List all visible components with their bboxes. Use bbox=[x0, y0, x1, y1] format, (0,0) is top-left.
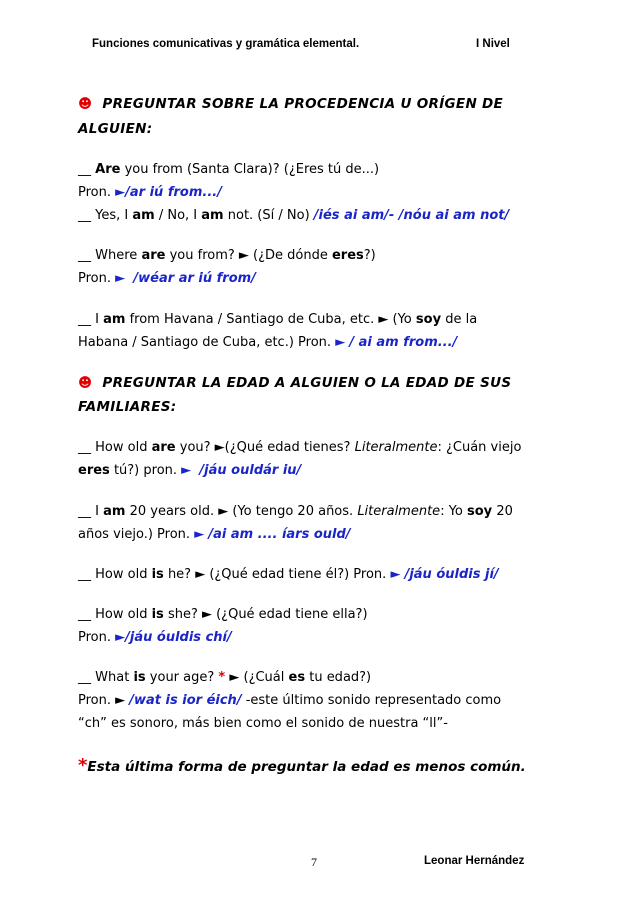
pron-label: Pron. bbox=[78, 185, 111, 200]
verb-soy: soy bbox=[467, 504, 493, 519]
arrow-icon: ► bbox=[181, 463, 192, 478]
line-text: you from (Santa Clara)? (¿Eres tú de...) bbox=[124, 162, 380, 177]
line-where-are-you-from bbox=[78, 248, 376, 263]
pronunciation: /jáu óuldis jí/ bbox=[404, 567, 499, 582]
line-pron-age bbox=[78, 693, 501, 708]
smiley-icon: ☻ bbox=[78, 375, 93, 391]
pron-label: Pron. bbox=[78, 630, 111, 645]
line-text: I bbox=[95, 504, 99, 519]
line-text: ► (¿Cuál bbox=[229, 670, 285, 685]
blank-line: __ bbox=[78, 670, 91, 685]
arrow-icon: ► bbox=[115, 185, 126, 200]
line-text: : ¿Cuán viejo bbox=[437, 440, 522, 455]
line-text: you from? ► (¿De dónde bbox=[169, 248, 328, 263]
line-are-you-from bbox=[78, 162, 379, 177]
blank-line: __ bbox=[78, 312, 91, 327]
line-pron-1 bbox=[78, 185, 222, 200]
verb-am: am bbox=[103, 312, 126, 327]
line-text: 20 bbox=[496, 504, 513, 519]
line-text: What bbox=[95, 670, 130, 685]
line-text: I bbox=[95, 312, 99, 327]
section-title-line1: PREGUNTAR LA EDAD A ALGUIEN O LA EDAD DE SUS bbox=[102, 375, 512, 391]
section-heading-age bbox=[78, 375, 511, 391]
header-title: Funciones comunicativas y gramática elemental. bbox=[92, 38, 360, 50]
pron-label: Pron. bbox=[78, 271, 111, 286]
verb-are: Are bbox=[95, 162, 121, 177]
line-eres-tu bbox=[78, 463, 301, 478]
pronunciation: /iés ai am/- /nóu ai am not/ bbox=[313, 208, 510, 223]
verb-is: is bbox=[151, 567, 164, 582]
line-text: How old bbox=[95, 567, 148, 582]
pron-label: Pron. ► bbox=[78, 693, 126, 708]
line-how-old-are-you bbox=[78, 440, 521, 455]
line-pron-2 bbox=[78, 271, 256, 286]
line-anos-viejo bbox=[78, 527, 351, 542]
verb-eres: eres bbox=[331, 248, 364, 263]
line-text: you? ►(¿Qué edad tienes? bbox=[179, 440, 351, 455]
line-text: he? ► (¿Qué edad tiene él?) Pron. bbox=[167, 567, 387, 582]
line-how-old-is-she bbox=[78, 607, 368, 622]
footnote-text: Esta última forma de preguntar la edad es menos común. bbox=[87, 759, 526, 775]
pronunciation: /wéar ar iú from/ bbox=[133, 271, 256, 286]
blank-line: __ bbox=[78, 567, 91, 582]
verb-eres: eres bbox=[78, 463, 110, 478]
line-ch-note: “ch” es sonoro, más bien como el sonido de nuestra “ll”- bbox=[78, 716, 448, 731]
line-habana bbox=[78, 335, 457, 350]
section-title-line1: PREGUNTAR SOBRE LA PROCEDENCIA U ORÍGEN DE bbox=[102, 96, 504, 112]
line-text: tu edad?) bbox=[309, 670, 372, 685]
verb-es: es bbox=[288, 670, 306, 685]
line-text: ?) bbox=[363, 248, 376, 263]
asterisk-icon: * bbox=[78, 755, 88, 776]
arrow-icon: ► bbox=[335, 335, 346, 350]
line-text: años viejo.) Pron. bbox=[78, 527, 191, 542]
arrow-icon: ► bbox=[194, 527, 205, 542]
verb-are: are bbox=[141, 248, 166, 263]
line-i-am-20 bbox=[78, 504, 513, 519]
pronunciation: /ar iú from.../ bbox=[125, 185, 222, 200]
section-title-line2: FAMILIARES: bbox=[78, 399, 177, 415]
verb-am: am bbox=[132, 208, 155, 223]
blank-line: __ bbox=[78, 162, 91, 177]
verb-is: is bbox=[151, 607, 164, 622]
verb-is: is bbox=[133, 670, 146, 685]
pronunciation: /wat is ior éich/ bbox=[129, 693, 242, 708]
line-text: tú?) pron. bbox=[113, 463, 178, 478]
verb-am: am bbox=[201, 208, 224, 223]
line-text: from Havana / Santiago de Cuba, etc. ► (Yo bbox=[129, 312, 412, 327]
smiley-icon: ☻ bbox=[78, 96, 93, 112]
line-text: not. (Sí / No) bbox=[227, 208, 310, 223]
line-text: Where bbox=[95, 248, 138, 263]
literalmente: Literalmente bbox=[357, 504, 441, 519]
author-name: Leonar Hernández bbox=[424, 855, 525, 867]
verb-am: am bbox=[103, 504, 126, 519]
asterisk-icon: * bbox=[218, 670, 226, 685]
blank-line: __ bbox=[78, 208, 91, 223]
arrow-icon: ► bbox=[390, 567, 401, 582]
line-pron-she bbox=[78, 630, 232, 645]
line-text: 20 years old. ► (Yo tengo 20 años. bbox=[129, 504, 354, 519]
line-yes-no bbox=[78, 208, 509, 223]
line-text: / No, I bbox=[158, 208, 198, 223]
section-heading-origin bbox=[78, 96, 503, 112]
blank-line: __ bbox=[78, 504, 91, 519]
blank-line: __ bbox=[78, 607, 91, 622]
line-how-old-is-he bbox=[78, 567, 499, 582]
blank-line: __ bbox=[78, 248, 91, 263]
blank-line: __ bbox=[78, 440, 91, 455]
arrow-icon: ► bbox=[115, 630, 126, 645]
line-text: How old bbox=[95, 607, 148, 622]
line-text: : Yo bbox=[440, 504, 463, 519]
footnote bbox=[78, 755, 526, 776]
pronunciation: / ai am from.../ bbox=[349, 335, 458, 350]
pronunciation: /jáu ouldár iu/ bbox=[199, 463, 302, 478]
line-text: Habana / Santiago de Cuba, etc.) Pron. bbox=[78, 335, 332, 350]
line-text: she? ► (¿Qué edad tiene ella?) bbox=[167, 607, 368, 622]
line-what-is-your-age bbox=[78, 670, 371, 685]
line-text: your age? bbox=[149, 670, 215, 685]
pronunciation: /ai am .... íars ould/ bbox=[208, 527, 351, 542]
pronunciation: /jáu óuldis chí/ bbox=[125, 630, 232, 645]
line-text: How old bbox=[95, 440, 148, 455]
line-text: Yes, I bbox=[95, 208, 129, 223]
verb-soy: soy bbox=[415, 312, 442, 327]
literalmente: Literalmente bbox=[354, 440, 438, 455]
header-level: I Nivel bbox=[476, 38, 510, 50]
arrow-icon: ► bbox=[115, 271, 126, 286]
page-number: 7 bbox=[311, 855, 317, 869]
line-text: -este último sonido representado como bbox=[245, 693, 502, 708]
section-title-line2: ALGUIEN: bbox=[78, 121, 153, 137]
line-i-am-from bbox=[78, 312, 477, 327]
line-text: de la bbox=[445, 312, 478, 327]
verb-are: are bbox=[151, 440, 176, 455]
